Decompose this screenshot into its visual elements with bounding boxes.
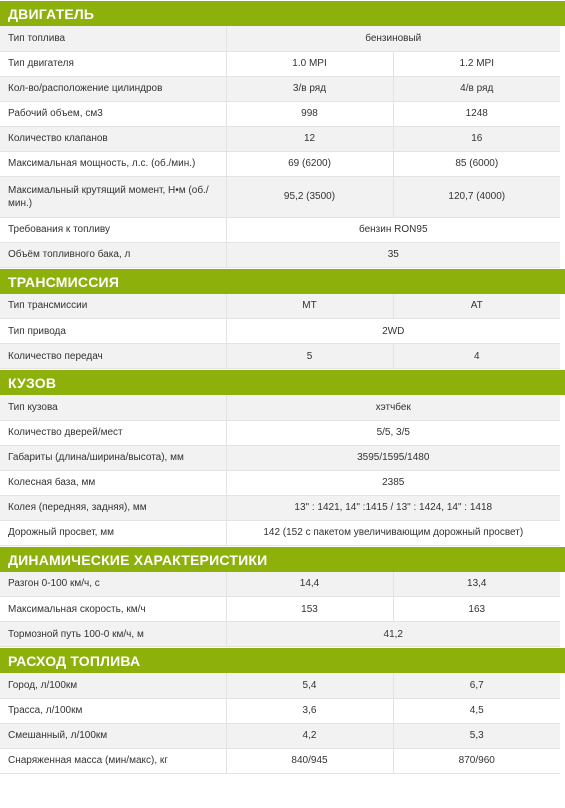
spec-label: Колесная база, мм xyxy=(0,470,226,495)
spec-label: Требования к топливу xyxy=(0,217,226,242)
spec-value: 3,6 xyxy=(226,698,393,723)
section-3-table xyxy=(0,572,560,648)
section-1-table xyxy=(0,294,560,370)
spec-label: Тип двигателя xyxy=(0,51,226,76)
spec-label: Тип кузова xyxy=(0,395,226,420)
spec-label: Кол-во/расположение цилиндров xyxy=(0,76,226,101)
spec-row xyxy=(0,176,560,217)
spec-row xyxy=(0,101,560,126)
section-1-header: ТРАНСМИССИЯ xyxy=(0,268,565,294)
section-4-header: РАСХОД ТОПЛИВА xyxy=(0,647,565,673)
section-2-table xyxy=(0,395,560,546)
spec-label: Город, л/100км xyxy=(0,673,226,698)
spec-value: хэтчбек xyxy=(226,395,560,420)
spec-row xyxy=(0,151,560,176)
spec-row xyxy=(0,723,560,748)
spec-value: 4,2 xyxy=(226,723,393,748)
spec-row xyxy=(0,520,560,545)
spec-value: 120,7 (4000) xyxy=(393,176,560,217)
spec-value: 5,4 xyxy=(226,673,393,698)
spec-row xyxy=(0,470,560,495)
spec-label: Тормозной путь 100-0 км/ч, м xyxy=(0,622,226,647)
spec-row xyxy=(0,420,560,445)
spec-value: 4,5 xyxy=(393,698,560,723)
spec-value: 4 xyxy=(393,344,560,369)
section-0-header: ДВИГАТЕЛЬ xyxy=(0,0,565,26)
spec-value: AT xyxy=(393,294,560,319)
spec-row xyxy=(0,217,560,242)
spec-value: 41,2 xyxy=(226,622,560,647)
spec-row xyxy=(0,76,560,101)
spec-row xyxy=(0,748,560,773)
spec-label: Габариты (длина/ширина/высота), мм xyxy=(0,445,226,470)
spec-value: 14,4 xyxy=(226,572,393,597)
spec-value: 1.2 MPI xyxy=(393,51,560,76)
spec-label: Трасса, л/100км xyxy=(0,698,226,723)
spec-row xyxy=(0,319,560,344)
spec-label: Максимальная скорость, км/ч xyxy=(0,597,226,622)
spec-value: бензиновый xyxy=(226,26,560,51)
spec-row xyxy=(0,26,560,51)
spec-row xyxy=(0,495,560,520)
spec-row xyxy=(0,445,560,470)
spec-label: Тип привода xyxy=(0,319,226,344)
spec-row xyxy=(0,597,560,622)
spec-row xyxy=(0,395,560,420)
spec-row xyxy=(0,126,560,151)
spec-label: Количество клапанов xyxy=(0,126,226,151)
spec-value: 2385 xyxy=(226,470,560,495)
section-2-header: КУЗОВ xyxy=(0,369,565,395)
spec-value: 1.0 MPI xyxy=(226,51,393,76)
spec-label: Объём топливного бака, л xyxy=(0,242,226,267)
spec-value: 69 (6200) xyxy=(226,151,393,176)
spec-row xyxy=(0,673,560,698)
spec-value: 998 xyxy=(226,101,393,126)
spec-row xyxy=(0,698,560,723)
spec-value: 12 xyxy=(226,126,393,151)
spec-row xyxy=(0,572,560,597)
spec-value: 5,3 xyxy=(393,723,560,748)
spec-row xyxy=(0,51,560,76)
spec-label: Максимальная мощность, л.с. (об./мин.) xyxy=(0,151,226,176)
spec-label: Рабочий объем, см3 xyxy=(0,101,226,126)
spec-value: 13,4 xyxy=(393,572,560,597)
section-3-header: ДИНАМИЧЕСКИЕ ХАРАКТЕРИСТИКИ xyxy=(0,546,565,572)
spec-row xyxy=(0,344,560,369)
spec-row xyxy=(0,622,560,647)
spec-value: 13" : 1421, 14" :1415 / 13" : 1424, 14" : 1418 xyxy=(226,495,560,520)
spec-label: Максимальный крутящий момент, Н•м (об./мин.) xyxy=(0,176,226,217)
spec-value: 3/в ряд xyxy=(226,76,393,101)
spec-value: 3595/1595/1480 xyxy=(226,445,560,470)
spec-row xyxy=(0,294,560,319)
spec-value: 870/960 xyxy=(393,748,560,773)
spec-label: Тип трансмиссии xyxy=(0,294,226,319)
spec-label: Колея (передняя, задняя), мм xyxy=(0,495,226,520)
section-0-table xyxy=(0,26,560,268)
spec-value: бензин RON95 xyxy=(226,217,560,242)
spec-label: Количество передач xyxy=(0,344,226,369)
spec-value: 5/5, 3/5 xyxy=(226,420,560,445)
spec-row xyxy=(0,242,560,267)
spec-value: 4/в ряд xyxy=(393,76,560,101)
spec-value: 2WD xyxy=(226,319,560,344)
spec-label: Тип топлива xyxy=(0,26,226,51)
section-4-table xyxy=(0,673,560,774)
spec-value: 85 (6000) xyxy=(393,151,560,176)
spec-label: Дорожный просвет, мм xyxy=(0,520,226,545)
spec-value: 1248 xyxy=(393,101,560,126)
spec-value: MT xyxy=(226,294,393,319)
spec-label: Снаряженная масса (мин/макс), кг xyxy=(0,748,226,773)
spec-label: Смешанный, л/100км xyxy=(0,723,226,748)
spec-value: 6,7 xyxy=(393,673,560,698)
spec-value: 5 xyxy=(226,344,393,369)
spec-value: 16 xyxy=(393,126,560,151)
spec-value: 163 xyxy=(393,597,560,622)
spec-value: 35 xyxy=(226,242,560,267)
spec-value: 153 xyxy=(226,597,393,622)
spec-label: Разгон 0-100 км/ч, с xyxy=(0,572,226,597)
spec-label: Количество дверей/мест xyxy=(0,420,226,445)
spec-value: 142 (152 с пакетом увеличивающим дорожный просвет) xyxy=(226,520,560,545)
spec-value: 840/945 xyxy=(226,748,393,773)
spec-value: 95,2 (3500) xyxy=(226,176,393,217)
